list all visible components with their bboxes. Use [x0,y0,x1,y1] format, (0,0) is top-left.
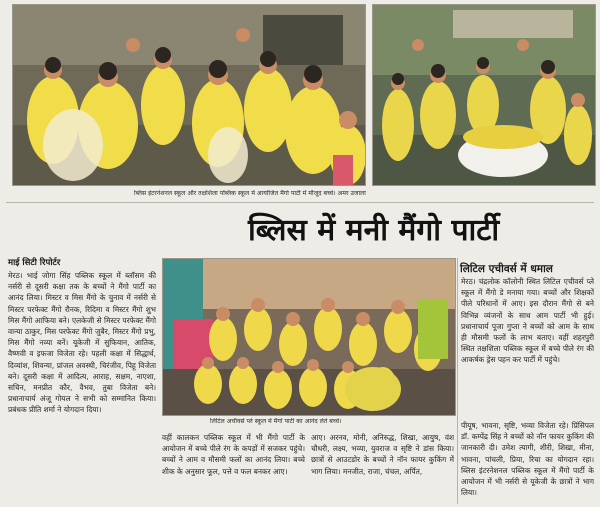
headline: ब्लिस में मनी मैंगो पार्टी [248,213,500,248]
divider [6,202,594,203]
middle-photo [162,258,456,416]
right-column-bottom-text: पीयूष, भावना, सृष्टि, भव्या विजेता रहे। प्रिंसिपल डॉ. कम्पेंद्र सिंह ने बच्चों को नॉन फायर कुकिंग की जानकारी दी। उमेश त्यागी, शीरी, शिखा, मीना, भावना, पांचली, प्रिया, रिचा का योगदान रहा। ब्लिस इंटरनेशनल पब्लिक स्कूल में मैंगो पार्टी के आयोजन में भी नर्सरी से यूकेजी के छात्रों ने भाग लिया। [461,421,594,498]
column-divider [457,258,458,504]
middle-photo-caption: लिटिल अचीवर्स प्ले स्कूल में मैंगो पार्टी का आनंद लेते बच्चे। [210,418,342,425]
right-column-top-text: मेरठ। चंद्रलोक कॉलोनी स्थित लिटिल एचीवर्स प्ले स्कूल में मैंगो डे मनाया गया। बच्चों और शिक्षकों पीले परिधानों में आए। इस दौरान मैंगो से बने विभिन्न व्यंजनों के साथ आम पार्टी भी हुई। प्रधानाचार्य पूजा गुप्ता ने बच्चों को आम के साथ ही मौसमी फलों के लाभ बताए। वहीं शहरपुरी स्थित तक्षशिला पब्लिक स्कूल में बच्चे पीले रंग की आकर्षक ड्रेस पहन कर पार्टी में पहुंचे। [461,277,594,365]
middle-column-1-text: वहीं कालकन पब्लिक स्कूल में भी मैंगो पार्टी के आयोजन में बच्चे पीले रंग के कपड़ों में सजकर पहुंचे। बच्चों ने आम व मौसमी फलों का आनंद लिया। बच्चे शीक के अनुसार फूल, पत्ते व फल बनकर आए। [162,433,305,476]
byline: माई सिटी रिपोर्टर [8,258,61,268]
left-column-text: मेरठ। भाई जोगा सिंह पब्लिक स्कूल में ब्लॉसम की नर्सरी से दूसरी कक्षा तक के बच्चों ने मैंगो पार्टी का आनंद लिया। मिस्टर व मिस मैंगो के चुनाव में नर्सरी से मिस्टर परफेक्ट मैंगो रौनक, रिदिमा व मिस्टर मैंगो शुभ मिस मैंगो आफिया बने। एलकेजी से मिस्टर परफेक्ट मैंगो वान्या ठाकुर, मिस परफेक्ट मैंगो जुबैर, मिस्टर मैंगो प्रभु, मिस मैंगो नव्या बनें। यूकेजी में सुफियान, आतिक, वैष्णवी व इफजा विजेता रहे। पहली कक्षा में सिद्धार्थ, दिव्यांश, शिवन्या, प्रांजल अवस्थी, चिरंजीव, पिहू विजेता बने। दूसरी कक्षा में आदित्य, आराह, सक्षम, नाएशा, सचिन, मनप्रीत कौर, वैभव, तुबा विजेता बने। प्रधानाचार्य अंजू गोयल ने सभी को सम्मानित किया। प्रबंधक प्रीति शर्मा ने योगदान दिया। [8,271,156,415]
top-photo-caption: ब्लिस इंटरनेशनल स्कूल और तक्षशिला पब्लिक स्कूल में आयोजित मैंगो पार्टी में मौजूद बच्चे। अमर उजाला [134,190,366,197]
right-subhead: लिटिल एचीवर्स में धमाल [460,263,553,275]
top-left-photo [12,4,366,186]
top-right-photo [372,4,596,186]
middle-column-2-text: आए। अरनव, मोनी, अनिरुद्ध, शिखा, आयुष, वंश चौधरी, लक्ष्य, भव्या, युवराज व सृष्टि ने डांस किया। छात्रों से आउटडोर के बच्चों ने नॉन फायर कुकिंग में भाग लिया। मनजीत, राजा, चंचल, अर्पित, [311,433,454,476]
